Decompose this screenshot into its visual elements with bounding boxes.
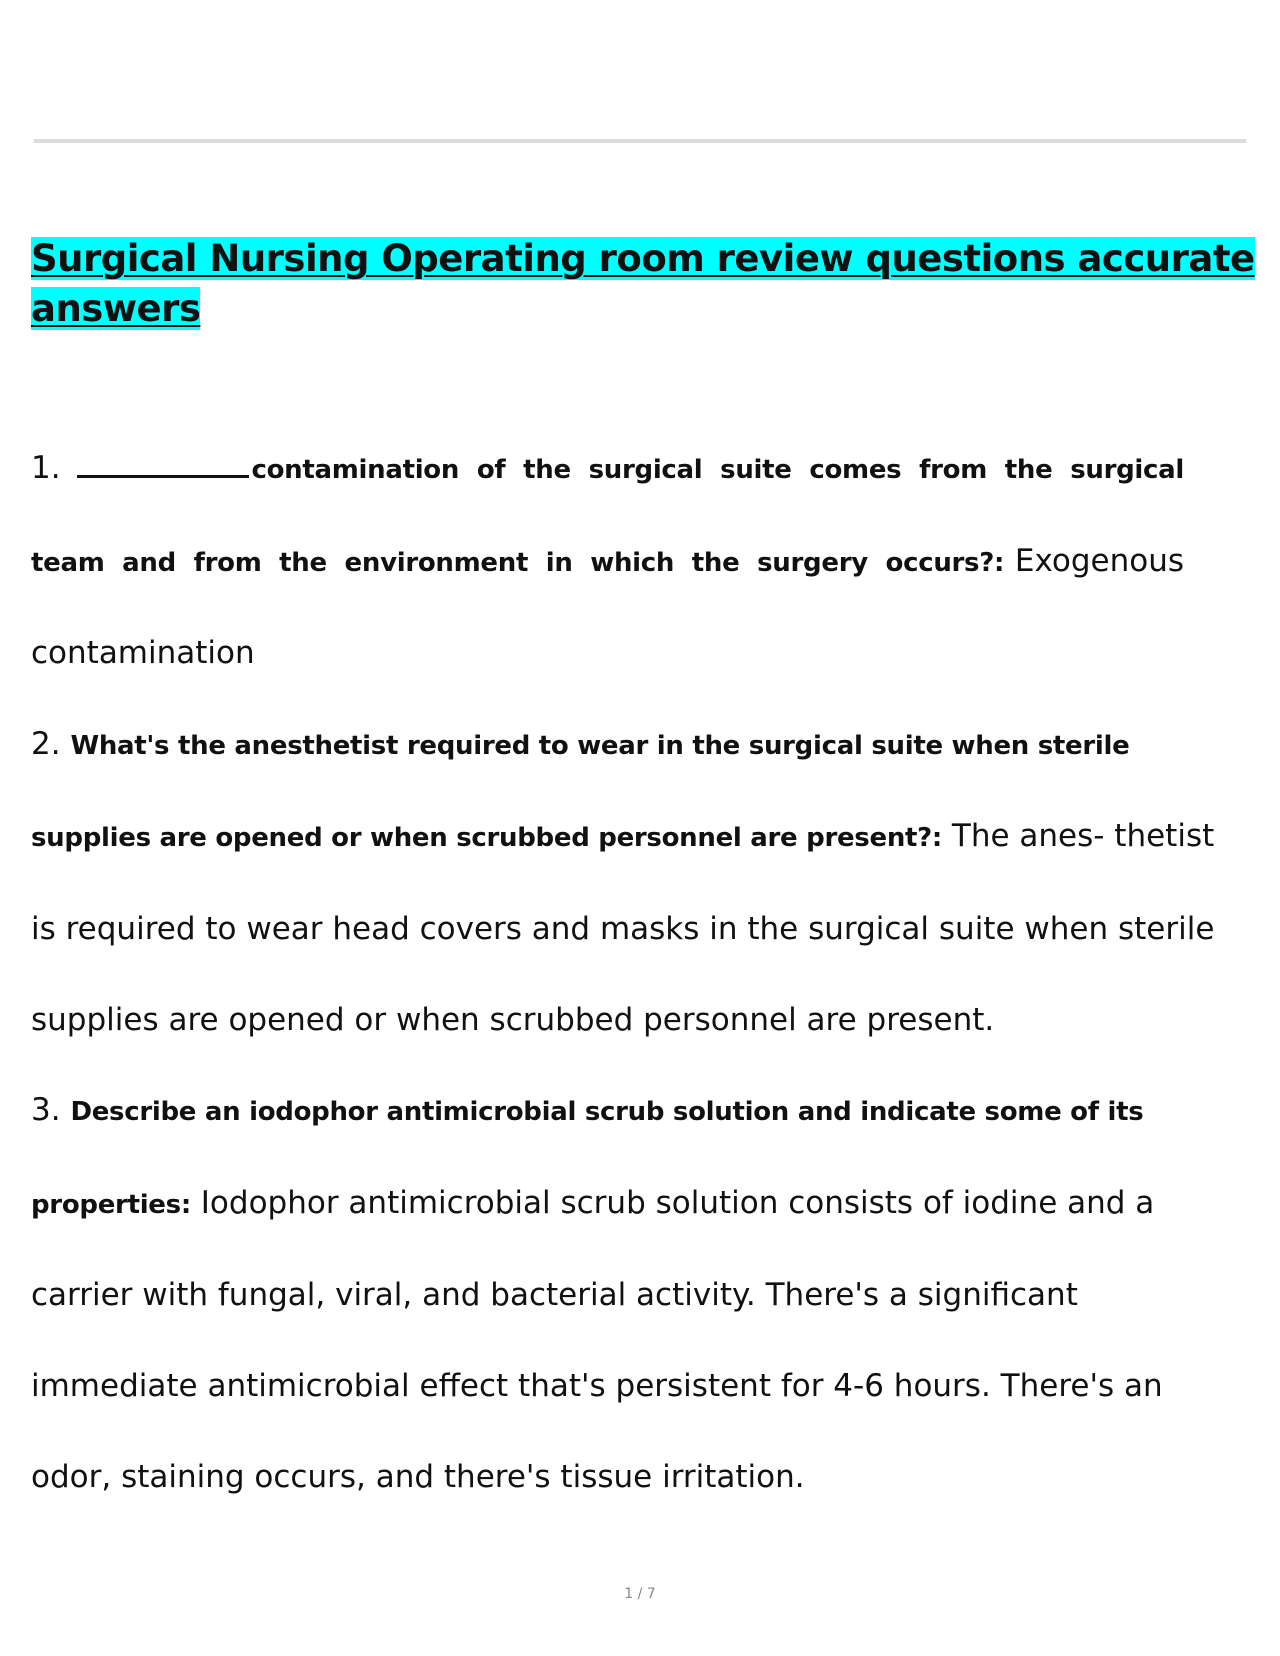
- question-item-1: [31, 423, 1184, 699]
- question-text: Describe an iodophor antimicrobial scrub solution and indicate some of its properties:: [31, 1097, 1144, 1220]
- top-divider: [34, 139, 1246, 143]
- fill-in-blank: [77, 455, 249, 478]
- document-title-text: Surgical Nursing Operating room review questions accurate answers: [31, 237, 1255, 330]
- question-number: 1.: [31, 450, 61, 486]
- question-number: 3.: [31, 1092, 61, 1129]
- question-item-3: [31, 1065, 1231, 1522]
- document-title: [31, 234, 1271, 334]
- answer-text: Exogenous contamination: [31, 542, 1184, 672]
- answer-text: The anes- thetist is required to wear head covers and masks in the surgical suite when sterile supplies are opened or when scrubbed personnel are present.: [31, 818, 1215, 1038]
- question-item-2: [31, 699, 1231, 1065]
- question-text: What's the anesthetist required to wear in the surgical suite when sterile supplies are opened or when scrubbed personnel are present?:: [31, 730, 1130, 854]
- question-text: contamination of the surgical suite comes from the surgical team and from the environment in which the surgery occurs?:: [31, 455, 1184, 578]
- page-indicator: 1 / 7: [624, 1586, 656, 1602]
- answer-text: Iodophor antimicrobial scrub solution consists of iodine and a carrier with fungal, viral, and bacterial activity. There's a significant immediate antimicrobial effect that's persistent for 4-6 hours. There's an odor, staining occurs, and there's tissue irritation.: [31, 1184, 1163, 1495]
- question-list: [31, 423, 1231, 1522]
- question-number: 2.: [31, 725, 61, 762]
